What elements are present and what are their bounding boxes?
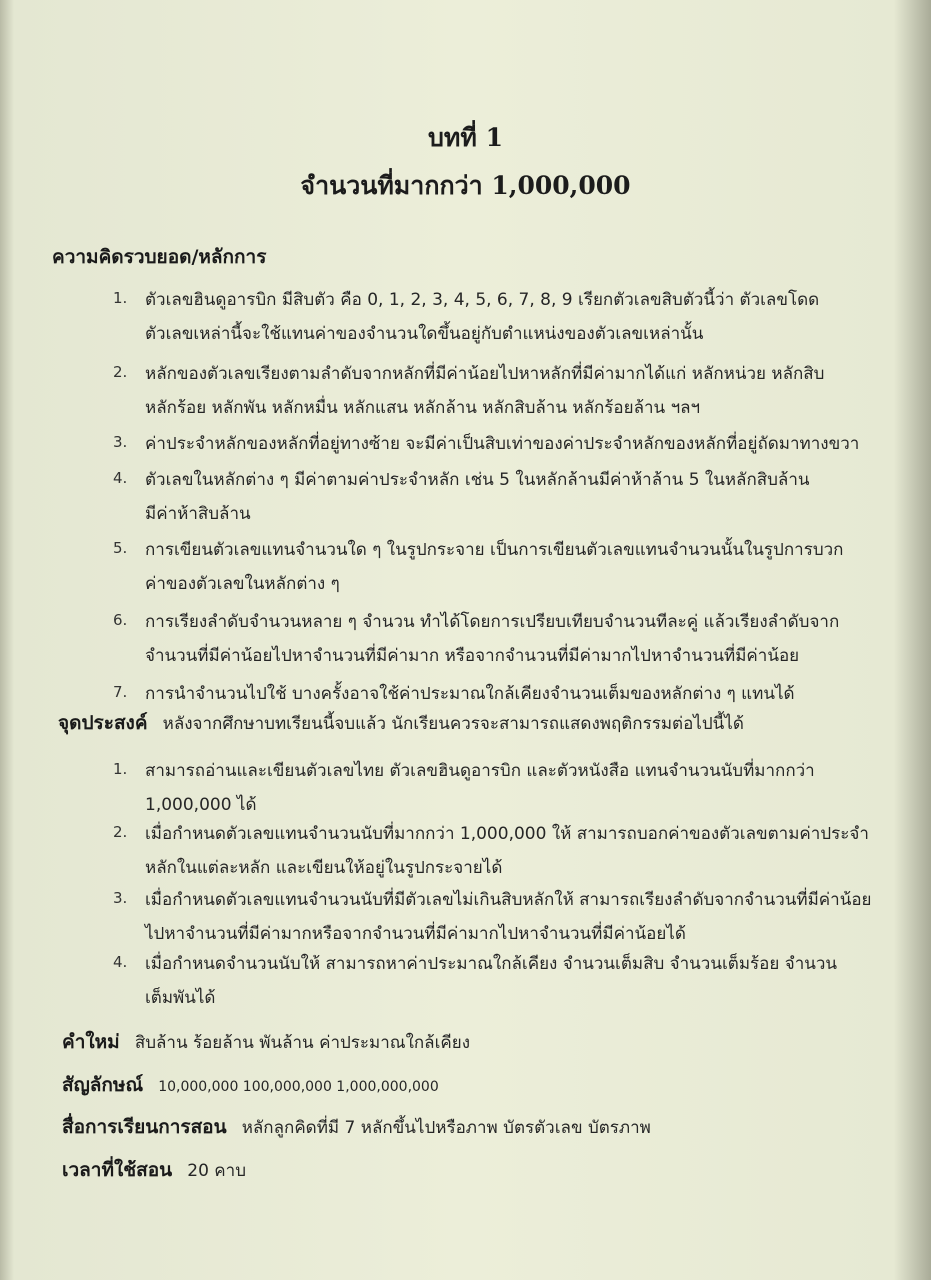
item-text-line: 1,000,000 ได้ (145, 795, 257, 815)
item-number: 6. (113, 611, 128, 629)
item-number: 1. (113, 760, 128, 778)
item-text-line: เมื่อกำหนดตัวเลขแทนจำนวนนับที่มีตัวเลขไม่เกินสิบหลักให้ สามารถเรียงลำดับจากจำนวนที่มีค่าน้อย (145, 890, 872, 910)
item-text-line: ไปหาจำนวนที่มีค่ามากหรือจากจำนวนที่มีค่ามากไปหาจำนวนที่มีค่าน้อยได้ (145, 924, 686, 944)
item-number: 2. (113, 363, 128, 381)
item-text-line: ค่าประจำหลักของหลักที่อยู่ทางซ้าย จะมีค่าเป็นสิบเท่าของค่าประจำหลักของหลักที่อยู่ถัดมาทางขวา (145, 434, 860, 454)
symbols-label: สัญลักษณ์ (62, 1074, 144, 1096)
item-number: 7. (113, 683, 128, 701)
time-value: 20 คาบ (187, 1161, 247, 1181)
item-text-line: การเรียงลำดับจำนวนหลาย ๆ จำนวน ทำได้โดยการเปรียบเทียบจำนวนทีละคู่ แล้วเรียงลำดับจาก (145, 612, 840, 632)
symbols-value: 10,000,000 100,000,000 1,000,000,000 (158, 1079, 439, 1095)
item-number: 1. (113, 289, 128, 307)
item-text-line: การเขียนตัวเลขแทนจำนวนใด ๆ ในรูปกระจาย เป็นการเขียนตัวเลขแทนจำนวนนั้นในรูปการบวก (145, 540, 844, 560)
item-number: 2. (113, 823, 128, 841)
item-text-line: จำนวนที่มีค่าน้อยไปหาจำนวนที่มีค่ามาก หรือจากจำนวนที่มีค่ามากไปหาจำนวนที่มีค่าน้อย (145, 646, 800, 666)
objectives-intro: หลังจากศึกษาบทเรียนนี้จบแล้ว นักเรียนควรจะสามารถแสดงพฤติกรรมต่อไปนี้ได้ (162, 714, 744, 734)
item-text-line: ค่าของตัวเลขในหลักต่าง ๆ (145, 574, 340, 594)
item-text-line: การนำจำนวนไปใช้ บางครั้งอาจใช้ค่าประมาณใกล้เคียงจำนวนเต็มของหลักต่าง ๆ แทนได้ (145, 684, 795, 704)
item-number: 4. (113, 469, 128, 487)
item-text-line: ตัวเลขในหลักต่าง ๆ มีค่าตามค่าประจำหลัก เช่น 5 ในหลักล้านมีค่าห้าล้าน 5 ในหลักสิบล้าน (145, 470, 810, 490)
item-text-line: สามารถอ่านและเขียนตัวเลขไทย ตัวเลขฮินดูอารบิก และตัวหนังสือ แทนจำนวนนับที่มากกว่า (145, 761, 815, 781)
item-text-line: ตัวเลขเหล่านี้จะใช้แทนค่าของจำนวนใดขึ้นอยู่กับตำแหน่งของตัวเลขเหล่านั้น (145, 324, 704, 344)
item-text-line: เมื่อกำหนดจำนวนนับให้ สามารถหาค่าประมาณใกล้เคียง จำนวนเต็มสิบ จำนวนเต็มร้อย จำนวน (145, 954, 838, 974)
chapter-title: จำนวนที่มากกว่า 1,000,000 (300, 171, 631, 200)
objectives-heading: จุดประสงค์ (58, 712, 148, 734)
new-words-label: คำใหม่ (62, 1031, 120, 1053)
item-text-line: หลักของตัวเลขเรียงตามลำดับจากหลักที่มีค่าน้อยไปหาหลักที่มีค่ามากได้แก่ หลักหน่วย หลักสิบ (145, 364, 825, 384)
item-text-line: หลักในแต่ละหลัก และเขียนให้อยู่ในรูปกระจายได้ (145, 858, 503, 878)
item-text-line: มีค่าห้าสิบล้าน (145, 504, 251, 524)
item-text-line: เมื่อกำหนดตัวเลขแทนจำนวนนับที่มากกว่า 1,000,000 ให้ สามารถบอกค่าของตัวเลขตามค่าประจำ (145, 824, 869, 844)
item-number: 5. (113, 539, 128, 557)
new-words-value: สิบล้าน ร้อยล้าน พันล้าน ค่าประมาณใกล้เคียง (134, 1033, 471, 1053)
item-text-line: เต็มพันได้ (145, 988, 216, 1008)
materials-value: หลักลูกคิดที่มี 7 หลักขึ้นไปหรือภาพ บัตรตัวเลข บัตรภาพ (241, 1118, 651, 1138)
chapter-number: บทที่ 1 (428, 123, 503, 152)
materials-row (62, 1112, 651, 1142)
item-number: 3. (113, 889, 128, 907)
objectives-row (58, 708, 744, 738)
time-label: เวลาที่ใช้สอน (62, 1159, 173, 1181)
new-words-row (62, 1027, 470, 1057)
symbols-row (62, 1070, 439, 1100)
time-row (62, 1155, 246, 1185)
item-text-line: ตัวเลขฮินดูอารบิก มีสิบตัว คือ 0, 1, 2, 3, 4, 5, 6, 7, 8, 9 เรียกตัวเลขสิบตัวนี้ว่า ตัวเลขโดด (145, 290, 820, 310)
item-number: 4. (113, 953, 128, 971)
item-number: 3. (113, 433, 128, 451)
concepts-heading: ความคิดรวบยอด/หลักการ (52, 246, 267, 268)
item-text-line: หลักร้อย หลักพัน หลักหมื่น หลักแสน หลักล้าน หลักสิบล้าน หลักร้อยล้าน ฯลฯ (145, 398, 701, 418)
materials-label: สื่อการเรียนการสอน (62, 1116, 227, 1138)
